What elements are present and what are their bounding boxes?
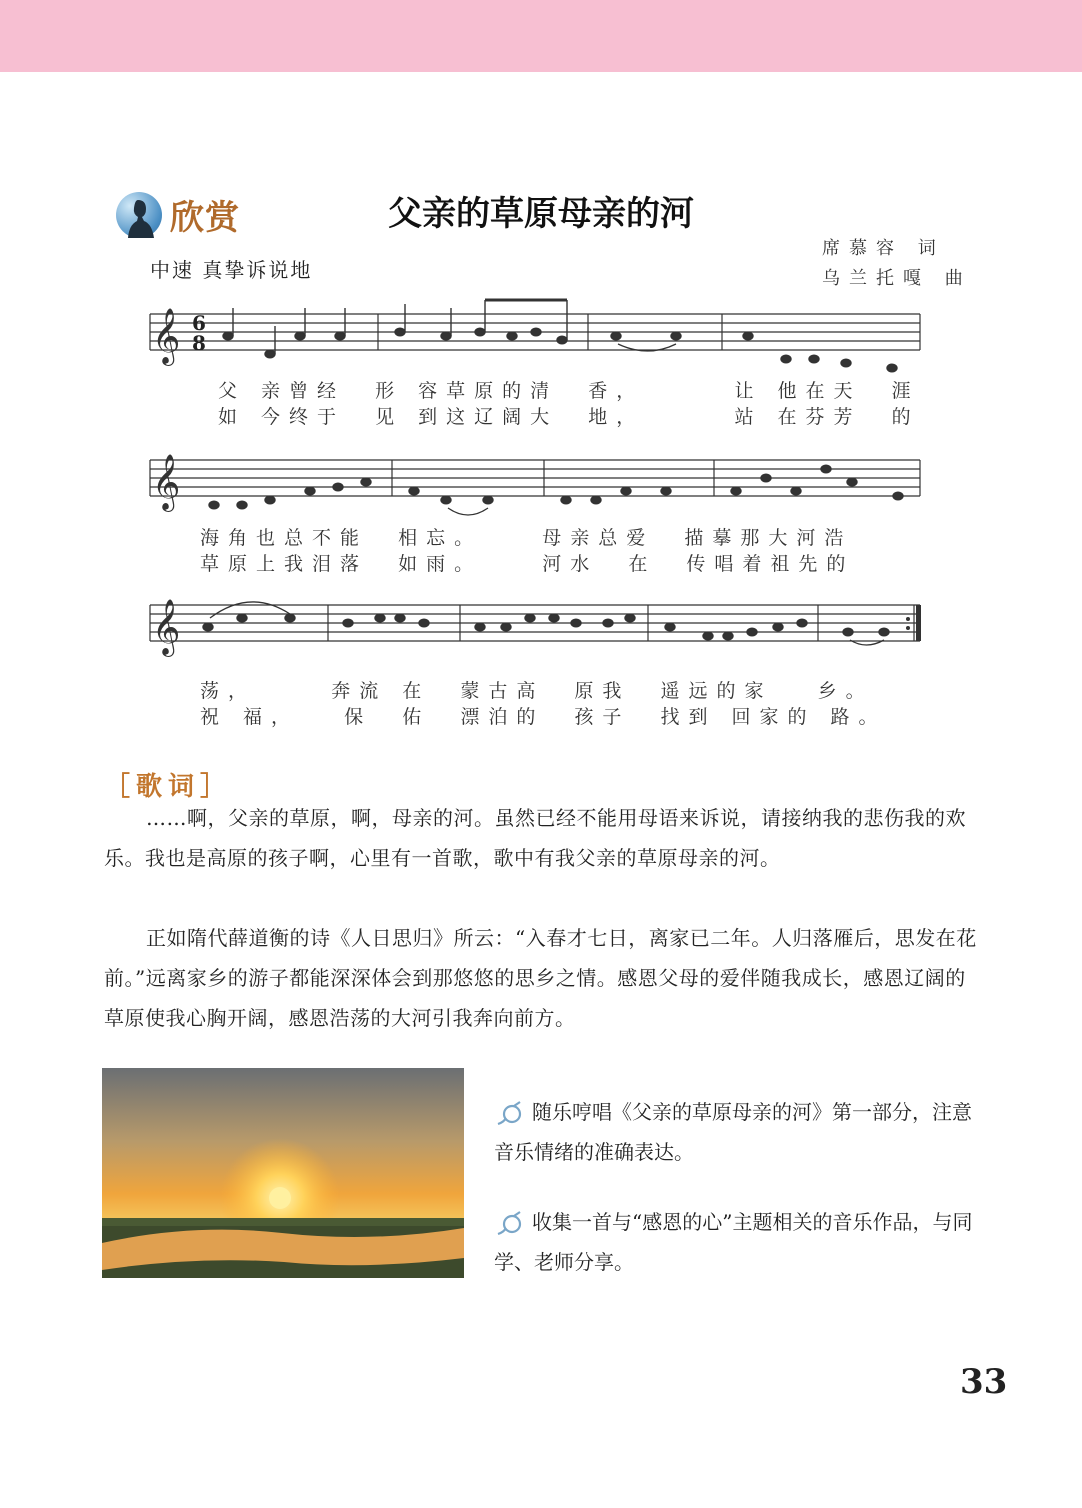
intro-paragraph: 正如隋代薛道衡的诗《人日思归》所云：“入春才七日，离家已二年。人归落雁后，思发在花前。”远离家乡的游子都能深深体会到那悠悠的思乡之情。感恩父母的爱伴随我成长，感恩辽阔的草原使我心胸开阔，感恩浩荡的大河引我奔向前方。 [104,926,977,1030]
lyrics-line-3-verse-1: 荡， 奔流 在 蒙古高 原我 遥远的家 乡。 [200,680,874,702]
task-1 [494,1092,986,1172]
time-signature-bottom: 8 [192,331,206,355]
lyrics-line-3-verse-2: 祝 福， 保 佑 漂泊的 孩子 找到 回家的 路。 [200,706,887,728]
lyrics-line-1-verse-2: 如 今终于 见 到这辽阔大 地， 站 在芬芳 的 [218,406,920,428]
time-signature-top: 6 [192,311,206,335]
lyrics-line-2-verse-1: 海角也总不能 相忘。 母亲总爱 描摹那大河浩 [200,527,853,549]
composer-credit: 乌兰托嘎 曲 [822,268,972,289]
notes-line-3 [203,614,889,640]
page-number: 33 [960,1362,1008,1402]
lyrics-line-2-verse-2: 草原上我泪落 如雨。 河水 在 传唱着祖先的 [200,553,855,575]
task-2-text: 收集一首与“感恩的心”主题相关的音乐作品，与同学、老师分享。 [494,1210,973,1274]
sheet-music [130,290,950,740]
staff-notation [130,290,950,740]
lyrics-paragraph: ……啊，父亲的草原，啊，母亲的河。虽然已经不能用母语来诉说，请接纳我的悲伤我的欢乐。我也是高原的孩子啊，心里有一首歌，歌中有我父亲的草原母亲的河。 [104,806,966,870]
lyrics-heading: ［歌词］ [104,772,233,802]
song-title: 父亲的草原母亲的河 [388,194,694,234]
lyricist-credit: 席慕容 词 [822,238,945,259]
task-2 [494,1202,986,1282]
tempo-marking: 中速 真挚诉说地 [150,258,313,282]
treble-clef-icon: 𝄞 [152,308,181,364]
sunset-river-photo [102,1068,464,1278]
treble-clef-icon: 𝄞 [152,454,181,510]
task-1-text: 随乐哼唱《父亲的草原母亲的河》第一部分，注意音乐情绪的准确表达。 [494,1100,972,1164]
treble-clef-icon: 𝄞 [152,599,181,655]
badge-label: 欣赏 [170,198,240,238]
top-color-bar [0,0,1082,72]
notes-line-1 [223,300,897,372]
french-horn-icon [494,1100,524,1128]
lyrics-line-1-verse-1: 父 亲曾经 形 容草原的清 香， 让 他在天 涯 [218,380,920,402]
french-horn-icon [494,1210,524,1238]
